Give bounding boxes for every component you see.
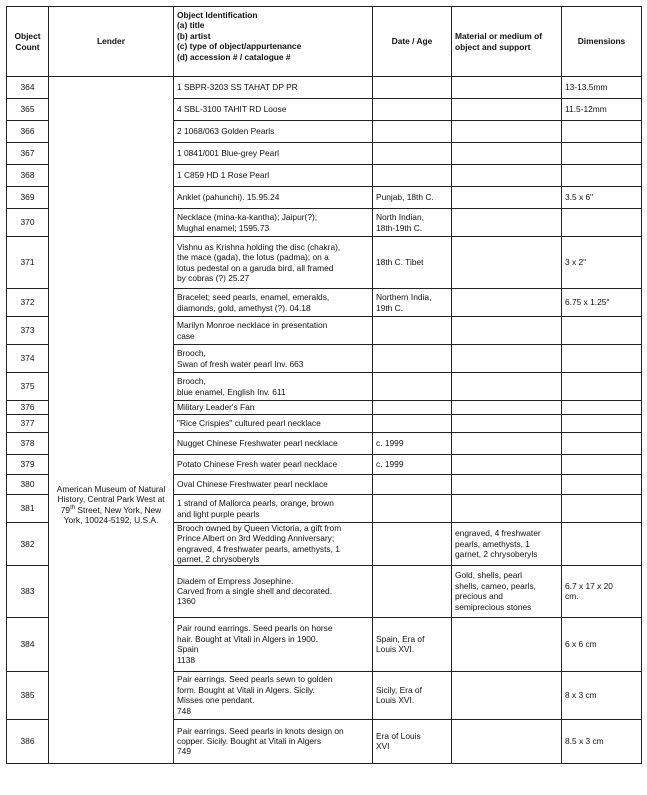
object-identification-cell: 2 1068/063 Golden Pearls	[174, 121, 373, 143]
object-count-cell: 385	[7, 671, 49, 719]
dimensions-cell: 3 x 2"	[562, 237, 642, 289]
dimensions-cell	[562, 345, 642, 373]
dimensions-cell: 8.5 x 3 cm	[562, 719, 642, 763]
object-identification-cell: 4 SBL-3100 TAHIT RD Loose	[174, 99, 373, 121]
object-identification-cell: Pair round earrings. Seed pearls on horse hair. Bought at Vitali in Algers in 1900. Spain 1138	[174, 617, 373, 671]
object-identification-cell: "Rice Crispies" cultured pearl necklace	[174, 415, 373, 433]
object-count-cell: 374	[7, 345, 49, 373]
material-cell: Gold, shells, pearl shells, cameo, pearls, precious and semiprecious stones	[452, 565, 562, 617]
dimensions-cell	[562, 317, 642, 345]
object-identification-cell: Marilyn Monroe necklace in presentation case	[174, 317, 373, 345]
object-count-cell: 373	[7, 317, 49, 345]
object-identification-cell: Brooch owned by Queen Victoria, a gift from Prince Albert on 3rd Wedding Anniversary; engraved, 4 freshwater pearls, amethysts, 1 garnet, 2 chrysoberyls	[174, 523, 373, 566]
dimensions-cell	[562, 455, 642, 475]
object-identification-cell: Brooch, blue enamel, English Inv. 611	[174, 373, 373, 401]
material-cell	[452, 373, 562, 401]
material-cell: engraved, 4 freshwater pearls, amethysts, 1 garnet, 2 chrysoberyls	[452, 523, 562, 566]
date-age-cell	[373, 475, 452, 495]
dimensions-cell	[562, 415, 642, 433]
material-cell	[452, 617, 562, 671]
object-count-cell: 376	[7, 401, 49, 415]
lender-superscript: th	[70, 505, 76, 512]
material-cell	[452, 401, 562, 415]
object-count-cell: 384	[7, 617, 49, 671]
object-identification-cell: 1 0841/001 Blue-grey Pearl	[174, 143, 373, 165]
dimensions-cell: 11.5-12mm	[562, 99, 642, 121]
date-age-cell	[373, 77, 452, 99]
date-age-cell	[373, 317, 452, 345]
dimensions-cell: 6 x 6 cm	[562, 617, 642, 671]
object-identification-cell: Potato Chinese Fresh water pearl necklace	[174, 455, 373, 475]
date-age-cell	[373, 165, 452, 187]
date-age-cell	[373, 143, 452, 165]
header-object-count: Object Count	[7, 7, 49, 77]
material-cell	[452, 671, 562, 719]
date-age-cell	[373, 495, 452, 523]
material-cell	[452, 719, 562, 763]
date-age-cell	[373, 523, 452, 566]
date-age-cell	[373, 415, 452, 433]
date-age-cell	[373, 121, 452, 143]
object-count-cell: 369	[7, 187, 49, 209]
material-cell	[452, 475, 562, 495]
object-identification-cell: Pair earrings. Seed pearls sewn to golden form. Bought at Vitali in Algers. Sicily. Misses one pendant. 748	[174, 671, 373, 719]
dimensions-cell	[562, 495, 642, 523]
header-material: Material or medium of object and support	[452, 7, 562, 77]
dimensions-cell: 6.7 x 17 x 20 cm.	[562, 565, 642, 617]
object-identification-cell: Nugget Chinese Freshwater pearl necklace	[174, 433, 373, 455]
lender-text-continued: Street, New York, New York, 10024-5192, U.S.A.	[63, 504, 162, 526]
dimensions-cell	[562, 373, 642, 401]
material-cell	[452, 165, 562, 187]
dimensions-cell	[562, 433, 642, 455]
date-age-cell: 18th C. Tibet	[373, 237, 452, 289]
dimensions-cell: 8 x 3 cm	[562, 671, 642, 719]
material-cell	[452, 209, 562, 237]
date-age-cell: c. 1999	[373, 433, 452, 455]
dimensions-cell	[562, 523, 642, 566]
material-cell	[452, 143, 562, 165]
header-ident-line: (a) title	[177, 20, 205, 31]
object-identification-cell: Brooch, Swan of fresh water pearl Inv. 663	[174, 345, 373, 373]
material-cell	[452, 289, 562, 317]
object-count-cell: 377	[7, 415, 49, 433]
lender-cell	[49, 77, 174, 764]
dimensions-cell: 3.5 x 6"	[562, 187, 642, 209]
date-age-cell: Punjab, 18th C.	[373, 187, 452, 209]
header-date-age: Date / Age	[373, 7, 452, 77]
date-age-cell	[373, 565, 452, 617]
material-cell	[452, 345, 562, 373]
dimensions-cell	[562, 165, 642, 187]
date-age-cell	[373, 401, 452, 415]
object-count-cell: 383	[7, 565, 49, 617]
object-identification-cell: 1 strand of Mallorca pearls, orange, brown and light purple pearls	[174, 495, 373, 523]
object-identification-cell: Pair earrings. Seed pearls in knots design on copper. Sicily. Bought at Vitali in Algers 749	[174, 719, 373, 763]
header-ident-line: Object Identification	[177, 10, 258, 20]
header-object-identification	[174, 7, 373, 77]
object-count-cell: 368	[7, 165, 49, 187]
header-lender: Lender	[49, 7, 174, 77]
object-count-cell: 382	[7, 523, 49, 566]
dimensions-cell	[562, 401, 642, 415]
date-age-cell	[373, 345, 452, 373]
date-age-cell	[373, 99, 452, 121]
object-identification-cell: Necklace (mina-ka-kantha); Jaipur(?); Mughal enamel; 1595.73	[174, 209, 373, 237]
object-count-cell: 370	[7, 209, 49, 237]
object-count-cell: 378	[7, 433, 49, 455]
dimensions-cell	[562, 143, 642, 165]
object-count-cell: 364	[7, 77, 49, 99]
date-age-cell	[373, 373, 452, 401]
material-cell	[452, 77, 562, 99]
material-cell	[452, 415, 562, 433]
material-cell	[452, 237, 562, 289]
material-cell	[452, 455, 562, 475]
object-count-cell: 367	[7, 143, 49, 165]
lender-text: American Museum of Natural History, Central Park West at 79	[56, 484, 166, 515]
material-cell	[452, 187, 562, 209]
object-count-cell: 380	[7, 475, 49, 495]
date-age-cell: North Indian, 18th-19th C.	[373, 209, 452, 237]
header-ident-line: (c) type of object/appurtenance	[177, 41, 302, 52]
object-count-cell: 386	[7, 719, 49, 763]
object-identification-cell: 1 SBPR-3203 SS TAHAT DP PR	[174, 77, 373, 99]
header-dimensions: Dimensions	[562, 7, 642, 77]
material-cell	[452, 317, 562, 345]
material-cell	[452, 121, 562, 143]
header-ident-line: (b) artist	[177, 30, 211, 41]
inventory-table	[6, 6, 642, 764]
object-count-cell: 365	[7, 99, 49, 121]
object-identification-cell: Diadem of Empress Josephine. Carved from a single shell and decorated. 1360	[174, 565, 373, 617]
date-age-cell: c. 1999	[373, 455, 452, 475]
object-count-cell: 371	[7, 237, 49, 289]
table-row	[7, 77, 642, 99]
table-body	[7, 77, 642, 764]
date-age-cell: Era of Louis XVI	[373, 719, 452, 763]
object-count-cell: 366	[7, 121, 49, 143]
object-count-cell: 381	[7, 495, 49, 523]
dimensions-cell: 6.75 x 1.25"	[562, 289, 642, 317]
material-cell	[452, 99, 562, 121]
date-age-cell: Sicily, Era of Louis XVI.	[373, 671, 452, 719]
object-identification-cell: Military Leader's Fan	[174, 401, 373, 415]
dimensions-cell	[562, 209, 642, 237]
date-age-cell: Northern India, 19th C.	[373, 289, 452, 317]
header-ident-line: (d) accession # / catalogue #	[177, 51, 291, 62]
object-identification-cell: Oval Chinese Freshwater pearl necklace	[174, 475, 373, 495]
material-cell	[452, 495, 562, 523]
object-identification-cell: Bracelet; seed pearls, enamel, emeralds, diamonds, gold, amethyst (?). 04.18	[174, 289, 373, 317]
object-identification-cell: 1 C859 HD 1 Rose Pearl	[174, 165, 373, 187]
dimensions-cell	[562, 475, 642, 495]
object-identification-cell: Anklet (pahunchi). 15.95.24	[174, 187, 373, 209]
dimensions-cell	[562, 121, 642, 143]
header-row	[7, 7, 642, 77]
dimensions-cell: 13-13.5mm	[562, 77, 642, 99]
date-age-cell: Spain, Era of Louis XVI.	[373, 617, 452, 671]
object-count-cell: 375	[7, 373, 49, 401]
object-count-cell: 372	[7, 289, 49, 317]
object-identification-cell: Vishnu as Krishna holding the disc (chakra), the mace (gada), the lotus (padma); on a lotus pedestal on a garuda bird, all framed by cobras (?) 25.27	[174, 237, 373, 289]
material-cell	[452, 433, 562, 455]
object-count-cell: 379	[7, 455, 49, 475]
